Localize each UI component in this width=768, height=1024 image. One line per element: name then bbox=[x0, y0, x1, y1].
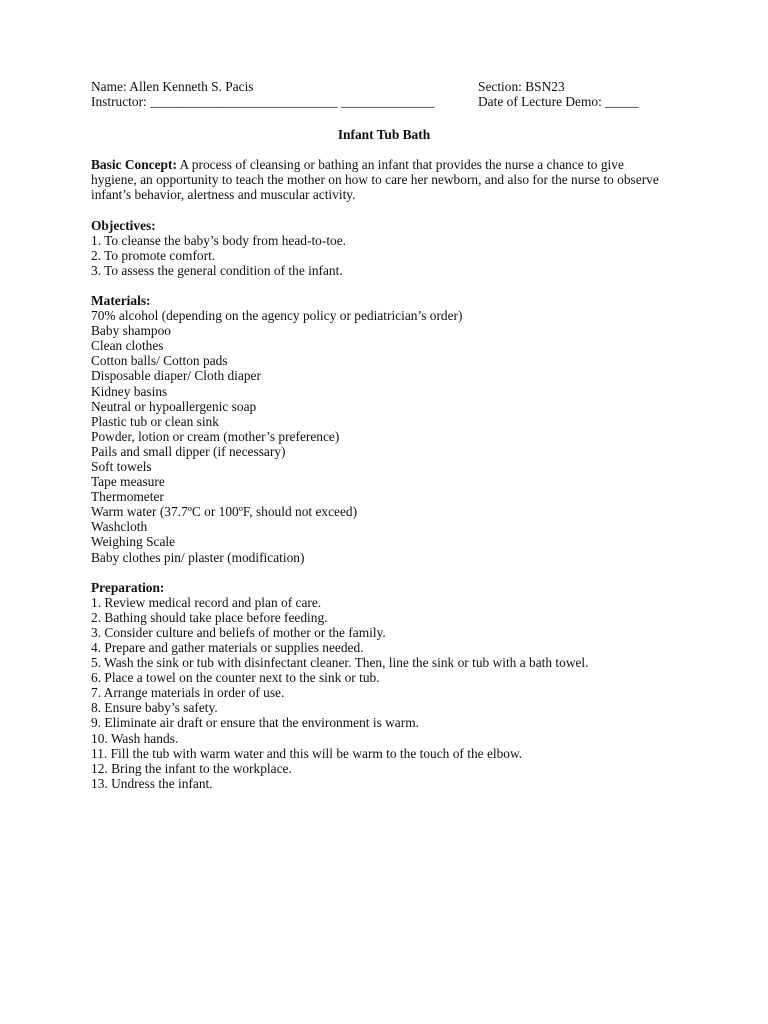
section-label: Section: BSN23 bbox=[478, 79, 565, 94]
list-item: 4. Prepare and gather materials or supplies needed. bbox=[91, 640, 364, 655]
preparation-list bbox=[91, 595, 691, 791]
list-item: 12. Bring the infant to the workplace. bbox=[91, 760, 292, 776]
list-item: Pails and small dipper (if necessary) bbox=[91, 443, 286, 459]
header-row-name bbox=[91, 79, 691, 94]
list-item: 6. Place a towel on the counter next to the sink or tub. bbox=[91, 670, 380, 686]
list-item: Washcloth bbox=[91, 519, 148, 535]
list-item: Thermometer bbox=[91, 489, 164, 505]
document-page bbox=[91, 79, 691, 806]
list-item: Warm water (37.7ºC or 100ºF, should not exceed) bbox=[91, 504, 358, 520]
instructor-line: Instructor: ____________________________ ______________ bbox=[91, 94, 435, 110]
list-item: 9. Eliminate air draft or ensure that the environment is warm. bbox=[91, 715, 419, 731]
list-item: 70% alcohol (depending on the agency policy or pediatrician’s order) bbox=[91, 308, 463, 324]
list-item: Disposable diaper/ Cloth diaper bbox=[91, 368, 261, 384]
preparation-heading: Preparation: bbox=[91, 579, 165, 595]
materials-section bbox=[91, 293, 691, 565]
list-item: 11. Fill the tub with warm water and this will be warm to the touch of the elbow. bbox=[91, 745, 523, 761]
list-item: 5. Wash the sink or tub with disinfectant cleaner. Then, line the sink or tub with a bath towel. bbox=[91, 655, 589, 671]
list-item: 1. Review medical record and plan of care. bbox=[91, 594, 322, 610]
objectives-list bbox=[91, 233, 691, 278]
materials-list bbox=[91, 308, 691, 565]
list-item: 2. Bathing should take place before feeding. bbox=[91, 609, 328, 625]
list-item: 3. Consider culture and beliefs of mother or the family. bbox=[91, 624, 386, 640]
list-item: Neutral or hypoallergenic soap bbox=[91, 398, 257, 414]
basic-concept-label: Basic Concept: bbox=[91, 157, 177, 173]
list-item: Baby clothes pin/ plaster (modification) bbox=[91, 549, 305, 565]
document-title: Infant Tub Bath bbox=[337, 127, 431, 143]
list-item: Weighing Scale bbox=[91, 534, 176, 550]
list-item: Baby shampoo bbox=[91, 323, 171, 339]
list-item: 7. Arrange materials in order of use. bbox=[91, 685, 285, 701]
lecture-date-line: Date of Lecture Demo: _____ bbox=[478, 94, 639, 110]
objectives-heading: Objectives: bbox=[91, 217, 156, 233]
list-item: 13. Undress the infant. bbox=[91, 775, 213, 791]
list-item: Kidney basins bbox=[91, 383, 168, 399]
list-item: 10. Wash hands. bbox=[91, 730, 179, 746]
basic-concept-text: A process of cleansing or bathing an infant that provides the nurse a chance to give hygiene, an opportunity to teach the mother on how to care her newborn, and also for the nurse to observe infant’s behavior, alertness and muscular activity. bbox=[91, 157, 659, 203]
list-item: Plastic tub or clean sink bbox=[91, 413, 219, 429]
list-item: 8. Ensure baby’s safety. bbox=[91, 700, 218, 716]
list-item: 3. To assess the general condition of the infant. bbox=[91, 262, 343, 278]
student-name: Name: Allen Kenneth S. Pacis bbox=[91, 79, 254, 94]
header-row-instructor bbox=[91, 94, 691, 109]
list-item: Clean clothes bbox=[91, 338, 164, 354]
list-item: Powder, lotion or cream (mother’s preference) bbox=[91, 428, 340, 444]
list-item: Tape measure bbox=[91, 474, 165, 490]
list-item: 2. To promote comfort. bbox=[91, 247, 216, 263]
list-item: 1. To cleanse the baby’s body from head-to-toe. bbox=[91, 232, 347, 248]
preparation-section bbox=[91, 580, 691, 791]
objectives-section bbox=[91, 218, 691, 278]
list-item: Cotton balls/ Cotton pads bbox=[91, 353, 228, 369]
materials-heading: Materials: bbox=[91, 292, 151, 308]
basic-concept-paragraph bbox=[91, 157, 669, 202]
list-item: Soft towels bbox=[91, 458, 152, 474]
